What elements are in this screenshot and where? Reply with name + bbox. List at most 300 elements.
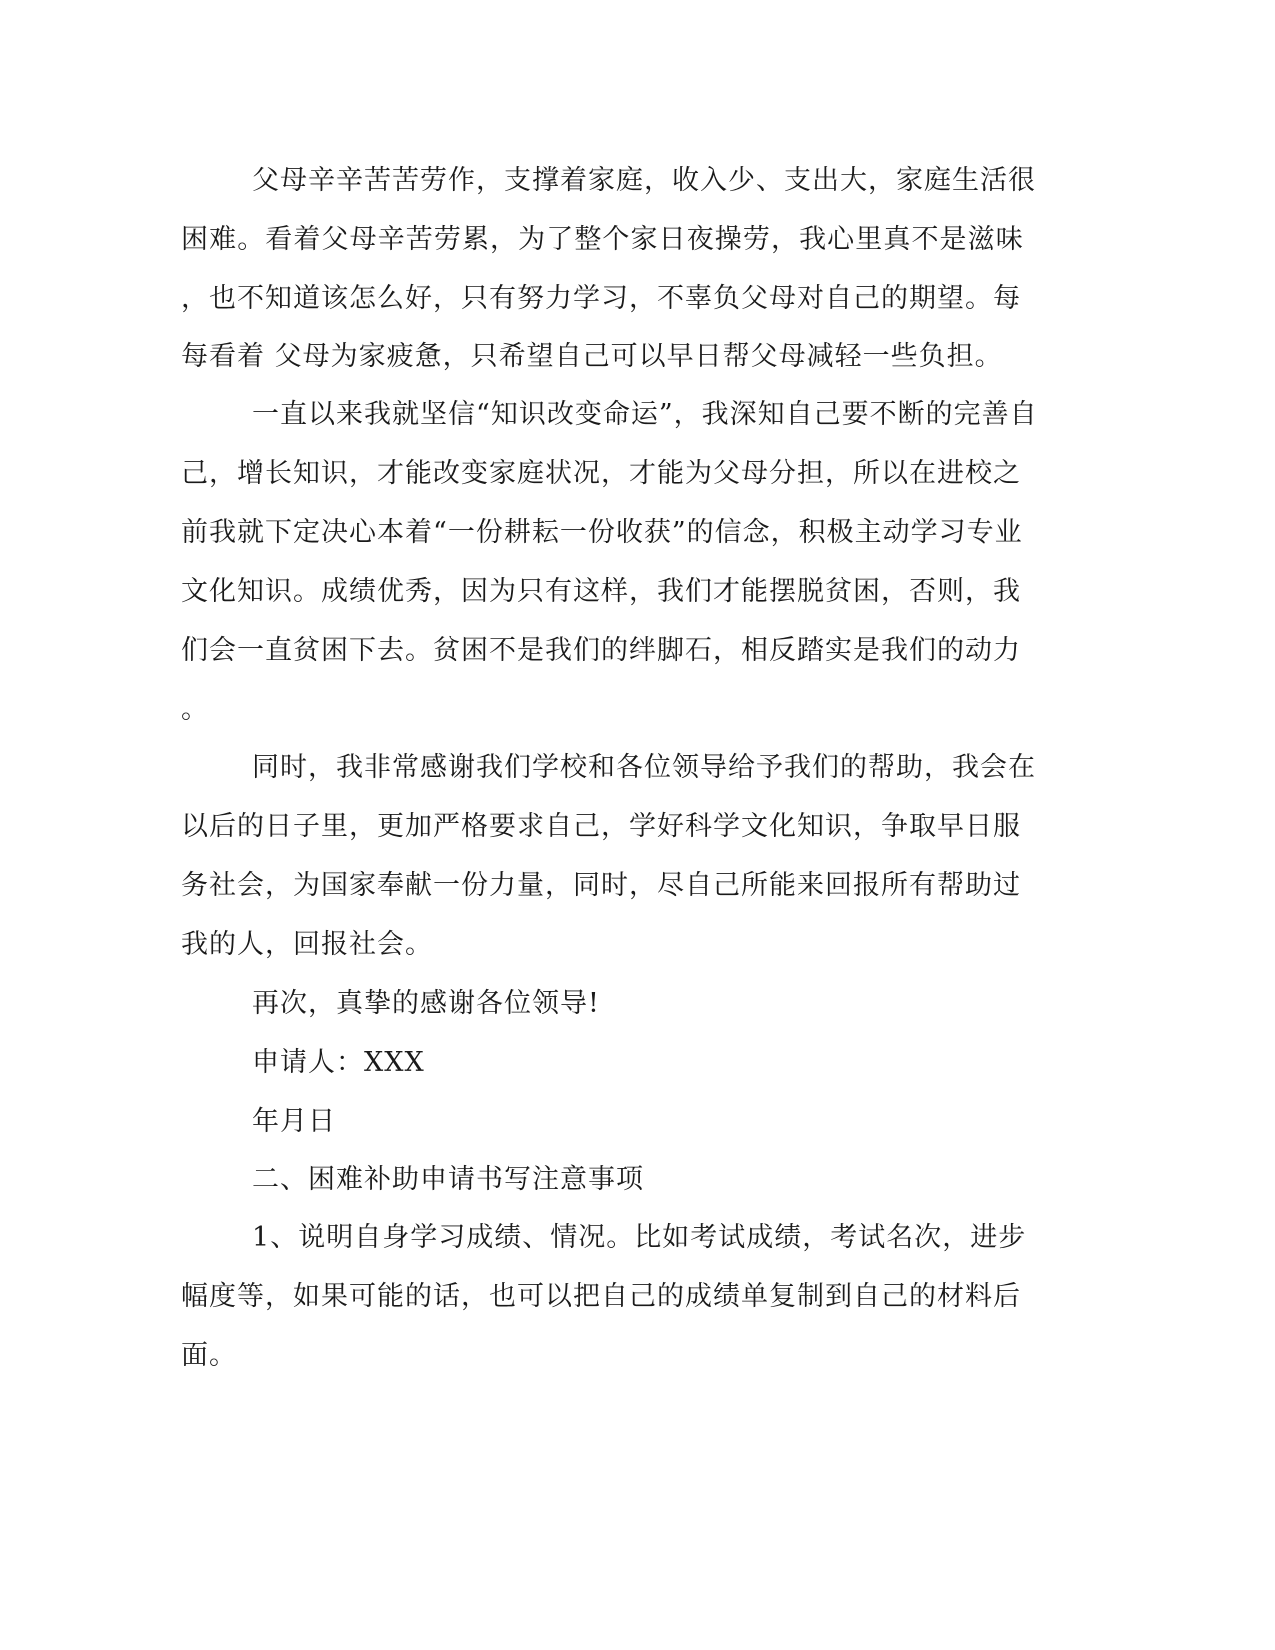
text-char: 每 xyxy=(181,341,209,372)
text-char: 着 xyxy=(405,517,433,548)
text-char: 疲 xyxy=(386,341,415,372)
text-char: 能 xyxy=(657,458,685,489)
text-char: ， xyxy=(265,870,293,901)
text-char: 化 xyxy=(209,576,237,607)
text-char: 有 xyxy=(909,870,937,901)
text-char: 前 xyxy=(181,517,209,548)
text-char: 身 xyxy=(382,1222,411,1253)
text-char: 力 xyxy=(993,635,1021,666)
text-char: 过 xyxy=(993,870,1021,901)
text-line xyxy=(181,283,1021,315)
text-char: 能 xyxy=(405,458,433,489)
text-char: 我 xyxy=(993,576,1021,607)
text-char: 获 xyxy=(643,517,672,548)
text-char: 日 xyxy=(658,224,687,255)
text-char: ， xyxy=(942,1222,971,1253)
text-char: 成 xyxy=(321,576,349,607)
text-char: 劳 xyxy=(433,224,462,255)
text-char: 活 xyxy=(980,165,1008,196)
text-char: 看 xyxy=(265,224,294,255)
text-char: 累 xyxy=(461,224,490,255)
text-char: 同 xyxy=(573,870,601,901)
text-char: 不 xyxy=(911,224,940,255)
text-char: 收 xyxy=(615,517,644,548)
text-char: ， xyxy=(629,283,657,314)
text-char: 父 xyxy=(750,341,779,372)
text-char: ， xyxy=(673,399,702,430)
text-char: 己 xyxy=(813,399,842,430)
text-char: 己 xyxy=(629,1281,657,1312)
text-char: 帮 xyxy=(937,870,965,901)
text-char: 支 xyxy=(504,165,532,196)
signature-line: 申请人：XXX xyxy=(252,1047,425,1078)
text-char: ， xyxy=(461,1281,489,1312)
date-line: 年月日 xyxy=(252,1106,336,1137)
text-char: 惫 xyxy=(414,341,443,372)
text-char: 相 xyxy=(741,635,769,666)
text-char: 要 xyxy=(489,811,517,842)
text-char: 整 xyxy=(574,224,603,255)
text-char: 母 xyxy=(302,341,331,372)
text-char: ， xyxy=(442,341,471,372)
text-char: 们 xyxy=(909,635,937,666)
text-char: 会 xyxy=(237,870,265,901)
text-char: 知 xyxy=(797,811,825,842)
text-line xyxy=(181,341,1003,373)
text-char: 文 xyxy=(181,576,209,607)
text-char: 家 xyxy=(630,224,659,255)
text-char: 予 xyxy=(756,752,784,783)
text-char: 出 xyxy=(812,165,840,196)
text-char: 我 xyxy=(336,752,364,783)
text-char: 着 xyxy=(560,165,588,196)
text-line xyxy=(181,1281,1021,1313)
text-char: 我 xyxy=(545,635,573,666)
text-char: 加 xyxy=(405,811,433,842)
text-char: 们 xyxy=(181,635,209,666)
text-char: 我 xyxy=(701,399,730,430)
text-char: ， xyxy=(601,458,629,489)
text-char: 能 xyxy=(377,1281,405,1312)
text-char: 如 xyxy=(662,1222,691,1253)
text-char: 自 xyxy=(825,283,853,314)
text-char: 一 xyxy=(447,517,476,548)
text-char: 少 xyxy=(728,165,756,196)
text-char: 时 xyxy=(601,870,629,901)
text-char: 献 xyxy=(405,870,433,901)
text-char: 去 xyxy=(377,635,405,666)
text-char: 严 xyxy=(433,811,461,842)
text-char: ， xyxy=(349,458,377,489)
text-char: 一 xyxy=(237,635,265,666)
text-line xyxy=(181,224,1024,256)
text-char: 习 xyxy=(601,283,629,314)
text-char: 直 xyxy=(280,399,308,430)
text-char: 为 xyxy=(685,458,713,489)
text-char: ， xyxy=(433,283,461,314)
text-char: 的 xyxy=(840,752,868,783)
text-char: 庭 xyxy=(924,165,952,196)
text-char: 很 xyxy=(1008,165,1036,196)
text-char: 的 xyxy=(881,283,909,314)
section-heading: 二、困难补助申请书写注意事项 xyxy=(252,1164,644,1195)
text-char: 回 xyxy=(825,870,853,901)
text-char: 知 xyxy=(490,399,519,430)
text-char: 着 xyxy=(293,224,322,255)
text-char: “ xyxy=(476,399,491,430)
text-char: ” xyxy=(671,517,687,548)
text-char: 本 xyxy=(377,517,405,548)
text-char: 家 xyxy=(349,870,377,901)
text-char: 来 xyxy=(797,870,825,901)
text-char: 些 xyxy=(890,341,919,372)
text-char: 争 xyxy=(881,811,909,842)
text-char: 母 xyxy=(741,458,769,489)
text-char: 力 xyxy=(489,870,517,901)
text-char: 早 xyxy=(937,811,965,842)
text-char: 努 xyxy=(517,283,545,314)
text-char: 以 xyxy=(638,341,667,372)
text-char: 绊 xyxy=(629,635,657,666)
text-char: 积 xyxy=(798,517,827,548)
text-char: 以 xyxy=(181,811,209,842)
text-char: 对 xyxy=(797,283,825,314)
text-char: 。 xyxy=(237,224,266,255)
text-char: 到 xyxy=(825,1281,853,1312)
text-char: 服 xyxy=(993,811,1021,842)
text-char: ， xyxy=(924,752,952,783)
text-char: 业 xyxy=(994,517,1023,548)
text-char: 成 xyxy=(685,1281,713,1312)
text-char: 决 xyxy=(321,517,349,548)
text-char: 增 xyxy=(237,458,265,489)
text-char: 所 xyxy=(741,870,769,901)
text-char: 深 xyxy=(729,399,758,430)
text-char: 大 xyxy=(840,165,868,196)
text-char: 求 xyxy=(517,811,545,842)
text-char: 改 xyxy=(433,458,461,489)
text-char: 后 xyxy=(209,811,237,842)
text-line xyxy=(252,752,1036,784)
text-line: 我的人，回报社会。 xyxy=(181,929,433,960)
text-char: ， xyxy=(601,811,629,842)
text-char: 怎 xyxy=(349,283,377,314)
text-line xyxy=(181,635,1021,667)
text-char: 负 xyxy=(918,341,947,372)
text-char: 自 xyxy=(785,399,814,430)
text-char xyxy=(265,341,275,373)
text-char: 以 xyxy=(881,458,909,489)
text-char: 道 xyxy=(293,283,321,314)
text-char: 负 xyxy=(713,283,741,314)
text-char: 母 xyxy=(769,283,797,314)
text-char: ， xyxy=(770,517,799,548)
text-char: 务 xyxy=(181,870,209,901)
text-char: 脱 xyxy=(797,576,825,607)
text-char: 份 xyxy=(587,517,616,548)
text-char: 才 xyxy=(713,576,741,607)
text-char: 更 xyxy=(377,811,405,842)
text-line: 面。 xyxy=(181,1340,237,1371)
text-char: 么 xyxy=(377,283,405,314)
text-line xyxy=(181,576,1021,608)
text-char: 运 xyxy=(630,399,659,430)
text-char: 校 xyxy=(560,752,588,783)
text-char: 试 xyxy=(858,1222,887,1253)
text-char: 。 xyxy=(974,341,1003,372)
text-char: 父 xyxy=(274,341,303,372)
text-char: 辛 xyxy=(336,165,364,196)
text-char: 只 xyxy=(517,576,545,607)
text-line xyxy=(181,458,1021,490)
text-char: 材 xyxy=(937,1281,965,1312)
text-char: 复 xyxy=(769,1281,797,1312)
text-char: 识 xyxy=(265,576,293,607)
text-char: 贫 xyxy=(293,635,321,666)
text-char: 反 xyxy=(769,635,797,666)
text-char: 、 xyxy=(270,1222,299,1253)
text-char: 为 xyxy=(518,224,547,255)
text-char: 的 xyxy=(237,811,265,842)
text-char: 份 xyxy=(461,870,489,901)
text-char: 以 xyxy=(545,1281,573,1312)
text-char: 学 xyxy=(713,811,741,842)
text-char: 踏 xyxy=(797,635,825,666)
text-char: ， xyxy=(868,165,896,196)
text-char: ， xyxy=(629,576,657,607)
text-char: 脚 xyxy=(657,635,685,666)
text-char: 会 xyxy=(980,752,1008,783)
text-char: 辜 xyxy=(685,283,713,314)
text-char: 操 xyxy=(714,224,743,255)
text-char: 困 xyxy=(853,576,881,607)
text-char: 识 xyxy=(518,399,547,430)
text-char: 自 xyxy=(354,1222,383,1253)
text-char: ， xyxy=(265,1281,293,1312)
text-char: 困 xyxy=(181,224,209,255)
text-char: 位 xyxy=(644,752,672,783)
text-char: 一 xyxy=(433,870,461,901)
text-char: 支 xyxy=(784,165,812,196)
text-char: 秀 xyxy=(405,576,433,607)
text-char: 习 xyxy=(938,517,967,548)
text-char: 时 xyxy=(280,752,308,783)
text-char: 所 xyxy=(881,870,909,901)
text-char: 料 xyxy=(965,1281,993,1312)
text-char: 希 xyxy=(498,341,527,372)
text-char: 们 xyxy=(812,752,840,783)
text-char: 好 xyxy=(405,283,433,314)
text-char: 直 xyxy=(265,635,293,666)
text-char: 幅 xyxy=(181,1281,209,1312)
text-char: 味 xyxy=(995,224,1024,255)
text-char: 感 xyxy=(420,752,448,783)
text-char: 夜 xyxy=(686,224,715,255)
text-char: 母 xyxy=(349,224,378,255)
text-char: 明 xyxy=(326,1222,355,1253)
text-char: 优 xyxy=(377,576,405,607)
text-char: 断 xyxy=(897,399,926,430)
text-char: 己 xyxy=(853,283,881,314)
text-char: 自 xyxy=(853,1281,881,1312)
text-char: 。 xyxy=(405,635,433,666)
text-char: 等 xyxy=(237,1281,265,1312)
text-char: 试 xyxy=(718,1222,747,1253)
text-char: 动 xyxy=(882,517,911,548)
text-char: 一 xyxy=(862,341,891,372)
text-char: 我 xyxy=(881,635,909,666)
text-char: 自 xyxy=(685,870,713,901)
text-char: ， xyxy=(349,811,377,842)
text-char: 助 xyxy=(965,870,993,901)
text-char: 极 xyxy=(826,517,855,548)
text-char: 的 xyxy=(937,635,965,666)
text-char: 这 xyxy=(573,576,601,607)
text-char: 说 xyxy=(298,1222,327,1253)
text-char: 心 xyxy=(349,517,377,548)
text-char: 着 xyxy=(237,341,265,372)
text-char: 。 xyxy=(606,1222,635,1253)
text-char: 一 xyxy=(559,517,588,548)
text-char: 后 xyxy=(993,1281,1021,1312)
text-char: 己 xyxy=(713,870,741,901)
text-char: 只 xyxy=(470,341,499,372)
text-char: 和 xyxy=(588,752,616,783)
text-char: 。 xyxy=(965,283,993,314)
text-char: 定 xyxy=(293,517,321,548)
text-char: 在 xyxy=(1008,752,1036,783)
text-char: 家 xyxy=(896,165,924,196)
text-line xyxy=(181,517,1023,549)
text-char: 谢 xyxy=(448,752,476,783)
text-char: 主 xyxy=(854,517,883,548)
text-char: ， xyxy=(825,458,853,489)
text-char: 担 xyxy=(946,341,975,372)
text-char: 奉 xyxy=(377,870,405,901)
text-char: 校 xyxy=(965,458,993,489)
text-char: 心 xyxy=(827,224,856,255)
text-char: 况 xyxy=(578,1222,607,1253)
text-char: 担 xyxy=(797,458,825,489)
text-char: 石 xyxy=(685,635,713,666)
text-char: 会 xyxy=(209,635,237,666)
text-char: 国 xyxy=(321,870,349,901)
text-char: 知 xyxy=(293,458,321,489)
text-char: 辛 xyxy=(377,224,406,255)
text-char: 领 xyxy=(672,752,700,783)
text-char: 困 xyxy=(321,635,349,666)
text-char: 学 xyxy=(573,283,601,314)
text-char: 样 xyxy=(601,576,629,607)
text-char: 父 xyxy=(321,224,350,255)
text-char: 命 xyxy=(602,399,631,430)
text-char: “ xyxy=(433,517,448,548)
text-char: 看 xyxy=(209,341,237,372)
text-char: 母 xyxy=(778,341,807,372)
text-char: 单 xyxy=(741,1281,769,1312)
text-char: 的 xyxy=(925,399,954,430)
text-char: 我 xyxy=(364,399,392,430)
text-char: 学 xyxy=(910,517,939,548)
text-char: 实 xyxy=(825,635,853,666)
text-char: 非 xyxy=(364,752,392,783)
text-char: 苦 xyxy=(392,165,420,196)
text-char: 耘 xyxy=(531,517,560,548)
text-char: 了 xyxy=(546,224,575,255)
text-char: 坚 xyxy=(420,399,448,430)
text-char: 信 xyxy=(714,517,743,548)
text-char: 自 xyxy=(601,1281,629,1312)
text-char: 也 xyxy=(209,283,237,314)
text-char: 动 xyxy=(965,635,993,666)
text-char: 度 xyxy=(209,1281,237,1312)
text-char: 只 xyxy=(461,283,489,314)
text-char: 日 xyxy=(965,811,993,842)
text-char: ， xyxy=(713,635,741,666)
text-char: 不 xyxy=(869,399,898,430)
text-char: ， xyxy=(181,283,209,314)
text-char: 劳 xyxy=(742,224,771,255)
text-char: 因 xyxy=(461,576,489,607)
text-char: 的 xyxy=(405,1281,433,1312)
text-char: 专 xyxy=(966,517,995,548)
text-line: 再次，真挚的感谢各位领导! xyxy=(252,988,600,1019)
text-char: 耕 xyxy=(503,517,532,548)
text-char: 识 xyxy=(321,458,349,489)
text-char: 学 xyxy=(532,752,560,783)
text-char: 1 xyxy=(252,1222,271,1253)
text-char: 量 xyxy=(517,870,545,901)
text-char: 个 xyxy=(602,224,631,255)
text-char: 成 xyxy=(746,1222,775,1253)
text-char: 己 xyxy=(573,811,601,842)
text-char: 们 xyxy=(573,635,601,666)
text-char: 学 xyxy=(410,1222,439,1253)
text-char: 己 xyxy=(181,458,209,489)
text-char: ， xyxy=(490,224,519,255)
text-char: 就 xyxy=(392,399,420,430)
text-char: 望 xyxy=(526,341,555,372)
text-char: 果 xyxy=(321,1281,349,1312)
text-char: 名 xyxy=(886,1222,915,1253)
text-char: 念 xyxy=(742,517,771,548)
text-char: 母 xyxy=(280,165,308,196)
text-char: 科 xyxy=(685,811,713,842)
text-char: 自 xyxy=(554,341,583,372)
text-char: 庭 xyxy=(616,165,644,196)
text-char: 真 xyxy=(883,224,912,255)
text-char: 望 xyxy=(937,283,965,314)
text-char: 如 xyxy=(293,1281,321,1312)
text-char: 为 xyxy=(293,870,321,901)
text-char: 力 xyxy=(545,283,573,314)
text-char: 减 xyxy=(806,341,835,372)
text-char: 格 xyxy=(461,811,489,842)
text-char: 下 xyxy=(349,635,377,666)
text-char: 日 xyxy=(694,341,723,372)
text-char: 、 xyxy=(522,1222,551,1253)
text-char: 所 xyxy=(853,458,881,489)
text-char: 要 xyxy=(841,399,870,430)
text-char: 知 xyxy=(237,576,265,607)
text-char: 就 xyxy=(237,517,265,548)
text-char: 自 xyxy=(1009,399,1038,430)
text-char: 化 xyxy=(769,811,797,842)
text-char: 的 xyxy=(657,1281,685,1312)
text-char: 苦 xyxy=(364,165,392,196)
text-char: 把 xyxy=(573,1281,601,1312)
text-char: 撑 xyxy=(532,165,560,196)
